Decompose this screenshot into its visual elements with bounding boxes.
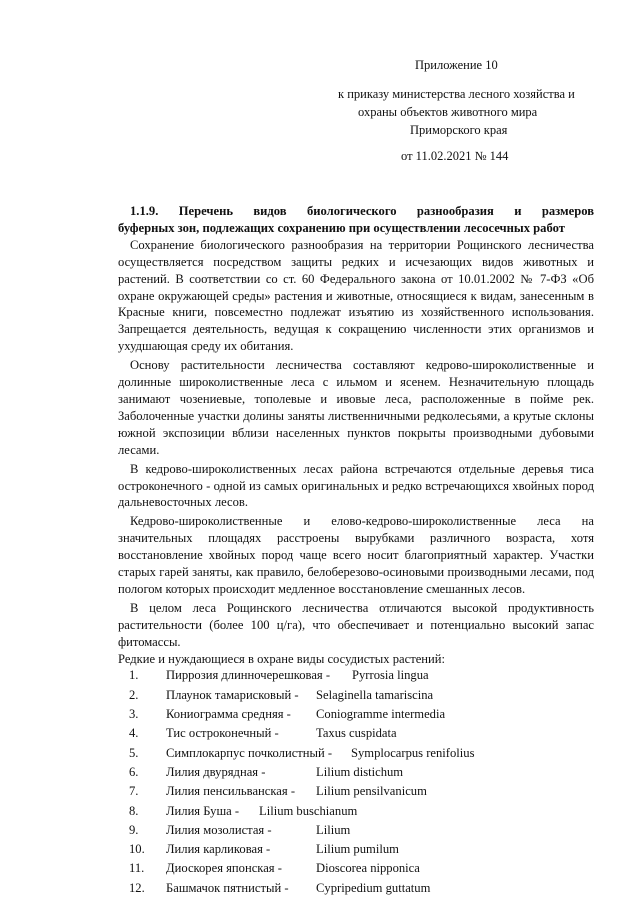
item-number: 3. — [129, 707, 139, 722]
latin-name: Cypripedium guttatum — [316, 880, 431, 895]
latin-name: Dioscorea nipponica — [316, 861, 420, 876]
list-item — [118, 880, 594, 899]
latin-name: Lilium pensilvanicum — [316, 784, 427, 799]
item-number: 6. — [129, 764, 139, 779]
latin-name: Taxus cuspidata — [316, 726, 397, 741]
russian-name: Лилия пенсильванская - — [166, 784, 296, 799]
item-number: 11. — [129, 861, 145, 876]
item-number: 5. — [129, 745, 139, 760]
item-number: 8. — [129, 803, 139, 818]
latin-name: Selaginella tamariscina — [316, 687, 434, 702]
list-item — [118, 745, 594, 764]
order-date: от 11.02.2021 № 144 — [401, 149, 509, 163]
item-number: 7. — [129, 784, 139, 799]
species-list — [118, 667, 594, 899]
russian-name: Симплокарпус почколистный - — [166, 745, 333, 760]
russian-name: Тис остроконечный - — [166, 726, 279, 741]
order-line-2: охраны объектов животного мира — [358, 105, 538, 119]
list-item — [118, 725, 594, 744]
item-number: 2. — [129, 687, 139, 702]
latin-name: Lilium — [316, 822, 351, 837]
russian-name: Лилия двурядная - — [166, 764, 266, 779]
list-item — [118, 783, 594, 802]
section-heading — [118, 203, 594, 237]
russian-name: Диоскорея японская - — [166, 861, 282, 876]
item-number: 4. — [129, 726, 139, 741]
heading-line-2: буферных зон, подлежащих сохранению при осуществлении лесосечных работ — [118, 220, 565, 235]
russian-name: Лилия карликовая - — [166, 842, 271, 857]
list-item — [118, 667, 594, 686]
order-line-1: к приказу министерства лесного хозяйства и — [338, 87, 575, 101]
latin-name: Coniogramme intermedia — [316, 707, 446, 722]
list-item — [118, 706, 594, 725]
latin-name: Lilium buschianum — [259, 803, 358, 818]
russian-name: Плаунок тамарисковый - — [166, 687, 299, 702]
russian-name: Лилия мозолистая - — [166, 822, 272, 837]
paragraph: В целом леса Рощинского лесничества отличаются высокой продуктивность растительности (более 100 ц/га), что обеспечивает и потенциально высокий запас фитомассы. — [118, 600, 594, 649]
document-body — [118, 203, 594, 899]
russian-name: Пиррозия длинночерешковая - — [166, 668, 331, 683]
item-number: 12. — [129, 880, 145, 895]
list-item — [118, 841, 594, 860]
item-number: 10. — [129, 842, 145, 857]
russian-name: Кониограмма средняя - — [166, 707, 291, 722]
heading-line-1: 1.1.9. Перечень видов биологического разнообразия и размеров — [130, 204, 594, 218]
appendix-label: Приложение 10 — [415, 58, 498, 72]
list-item — [118, 687, 594, 706]
list-item — [118, 803, 594, 822]
paragraph: Сохранение биологического разнообразия на территории Рощинского лесничества осуществляется посредством защиты редких и исчезающих видов животных и растений. В соответствии со ст. 60 Федерального закона от 10.01.2002 № 7-ФЗ «Об охране окружающей среды» растения и животные, относящиеся к видам, занесенным в Красные книги, повсеместно подлежат изъятию из хозяйственного использования. Запрещается деятельность, ведущая к сокращению численности этих организмов и ухудшающая среду их обитания. — [118, 237, 594, 354]
list-item — [118, 764, 594, 783]
paragraph: Основу растительности лесничества составляют кедрово-широколиственные и долинные широколиственные леса с ильмом и ясенем. Незначительную площадь занимают чозениевые, тополевые и ивовые леса, расположенные в пойме рек. Заболоченные участки долины заняты лиственничными редколесьями, а крутые склоны южной экспозиции вблизи населенных пунктов покрыты производными дубовыми лесами. — [118, 358, 594, 457]
russian-name: Башмачок пятнистый - — [166, 880, 289, 895]
latin-name: Symplocarpus renifolius — [351, 745, 475, 760]
paragraph: В кедрово-широколиственных лесах района встречаются отдельные деревья тиса остроконечного - одной из самых оригинальных и редко встречающихся хвойных пород дальневосточных лесов. — [118, 461, 594, 510]
list-item — [118, 860, 594, 879]
list-item — [118, 822, 594, 841]
latin-name: Lilium pumilum — [316, 842, 399, 857]
item-number: 1. — [129, 668, 139, 683]
species-list-intro: Редкие и нуждающиеся в охране виды сосудистых растений: — [118, 651, 446, 666]
latin-name: Lilium distichum — [316, 764, 404, 779]
latin-name: Pyrrosia lingua — [352, 668, 429, 683]
russian-name: Лилия Буша - — [166, 803, 240, 818]
order-line-3: Приморского края — [410, 123, 508, 137]
item-number: 9. — [129, 822, 139, 837]
paragraph: Кедрово-широколиственные и елово-кедрово-широколиственные леса на значительных площадях расстроены вырубками различного возраста, хотя восстановление хвойных пород чаще всего носит благоприятный характер. Участки старых гарей заняты, как правило, белоберезово-осиновыми производными лесами, под пологом которых происходит медленное восстановление смешанных лесов. — [118, 514, 594, 596]
